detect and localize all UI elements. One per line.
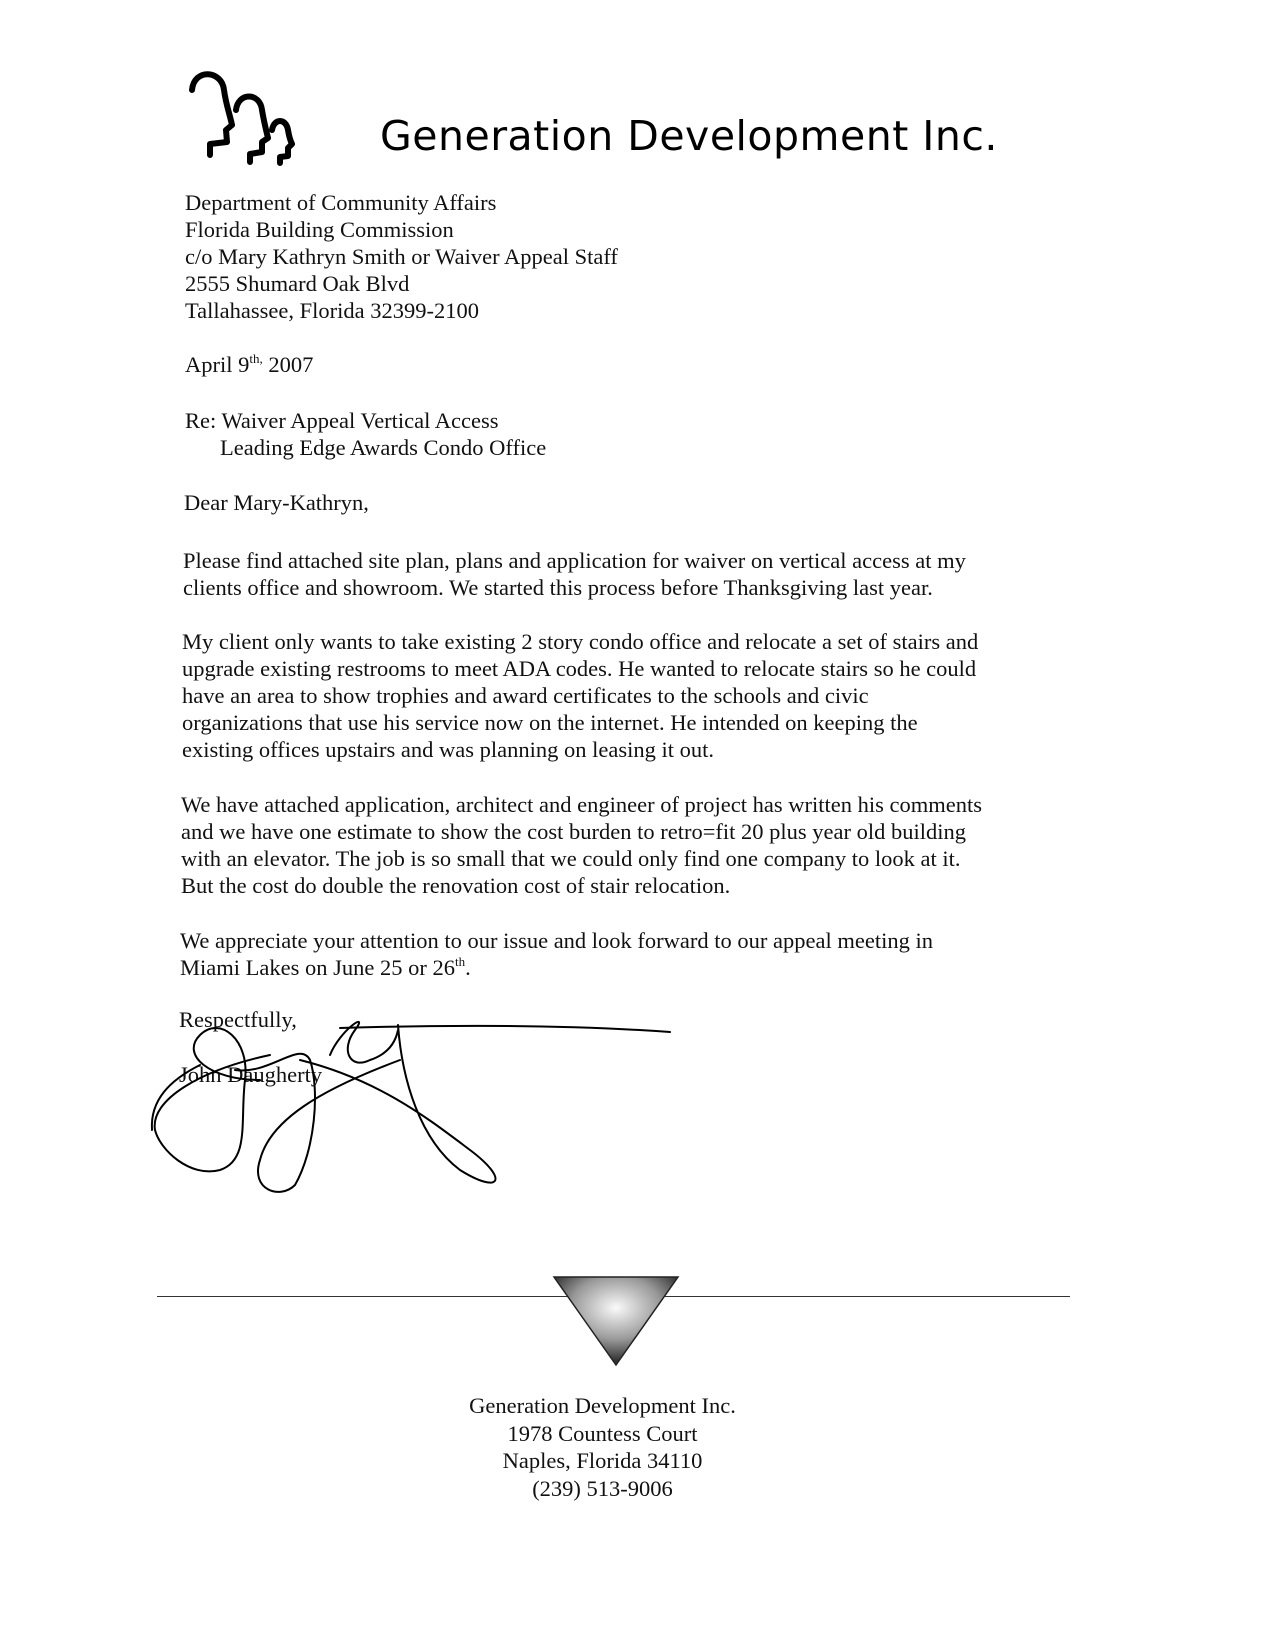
address-line: Tallahassee, Florida 32399-2100: [185, 298, 479, 323]
footer-street: 1978 Countess Court: [507, 1420, 698, 1446]
paragraph-4: [180, 927, 933, 981]
footer-company: Generation Development Inc.: [469, 1393, 736, 1418]
date-text: April 9: [185, 352, 250, 377]
salutation-text: Dear Mary-Kathryn,: [184, 490, 369, 515]
period: .: [465, 955, 471, 980]
subject-line: [185, 407, 546, 461]
subject-re: Re: Waiver Appeal Vertical Access: [185, 408, 499, 433]
triangle-emblem-icon: [552, 1275, 680, 1367]
footer-phone: (239) 513-9006: [532, 1475, 673, 1501]
three-heads-logo-icon: [180, 70, 360, 170]
paragraph-1: [183, 547, 966, 601]
address-line: Department of Community Affairs: [185, 190, 497, 215]
paragraph-line: upgrade existing restrooms to meet ADA codes. He wanted to relocate stairs so he could: [182, 656, 977, 681]
address-line: 2555 Shumard Oak Blvd: [185, 271, 410, 296]
signer-text: John Daugherty: [179, 1062, 323, 1087]
paragraph-2: [182, 628, 978, 763]
paragraph-line: But the cost do double the renovation cost of stair relocation.: [181, 873, 731, 898]
closing-text: Respectfully,: [179, 1007, 297, 1032]
paragraph-line: organizations that use his service now on the internet. He intended on keeping the: [182, 710, 918, 735]
salutation: [184, 489, 369, 516]
date-suffix: th,: [249, 351, 263, 366]
paragraph-line: existing offices upstairs and was planning on leasing it out.: [182, 737, 715, 762]
subject-detail: Leading Edge Awards Condo Office: [220, 435, 547, 460]
footer-address: [0, 1392, 1205, 1502]
letter-date: [185, 351, 313, 378]
address-line: Florida Building Commission: [185, 217, 454, 242]
paragraph-line: have an area to show trophies and award certificates to the schools and civic: [182, 683, 869, 708]
paragraph-line: We appreciate your attention to our issue and look forward to our appeal meeting in: [180, 928, 933, 953]
paragraph-line: with an elevator. The job is so small that we could only find one company to look at it.: [181, 846, 961, 871]
footer-city: Naples, Florida 34110: [502, 1448, 703, 1473]
paragraph-line: Please find attached site plan, plans and application for waiver on vertical access at my: [183, 548, 966, 573]
ordinal-suffix: th: [454, 954, 466, 969]
paragraph-line: My client only wants to take existing 2 story condo office and relocate a set of stairs and: [182, 629, 979, 654]
paragraph-3: [181, 791, 982, 899]
address-line: c/o Mary Kathryn Smith or Waiver Appeal Staff: [185, 244, 618, 269]
paragraph-line: and we have one estimate to show the cost burden to retro=fit 20 plus year old building: [181, 819, 967, 844]
handwritten-signature: [140, 1000, 700, 1200]
date-year: 2007: [262, 352, 314, 377]
recipient-address: [185, 189, 618, 324]
paragraph-line: clients office and showroom. We started this process before Thanksgiving last year.: [183, 575, 933, 600]
paragraph-line: Miami Lakes on June 25 or 26: [180, 955, 455, 980]
company-name: Generation Development Inc.: [380, 112, 998, 160]
paragraph-line: We have attached application, architect and engineer of project has written his comments: [181, 792, 982, 817]
